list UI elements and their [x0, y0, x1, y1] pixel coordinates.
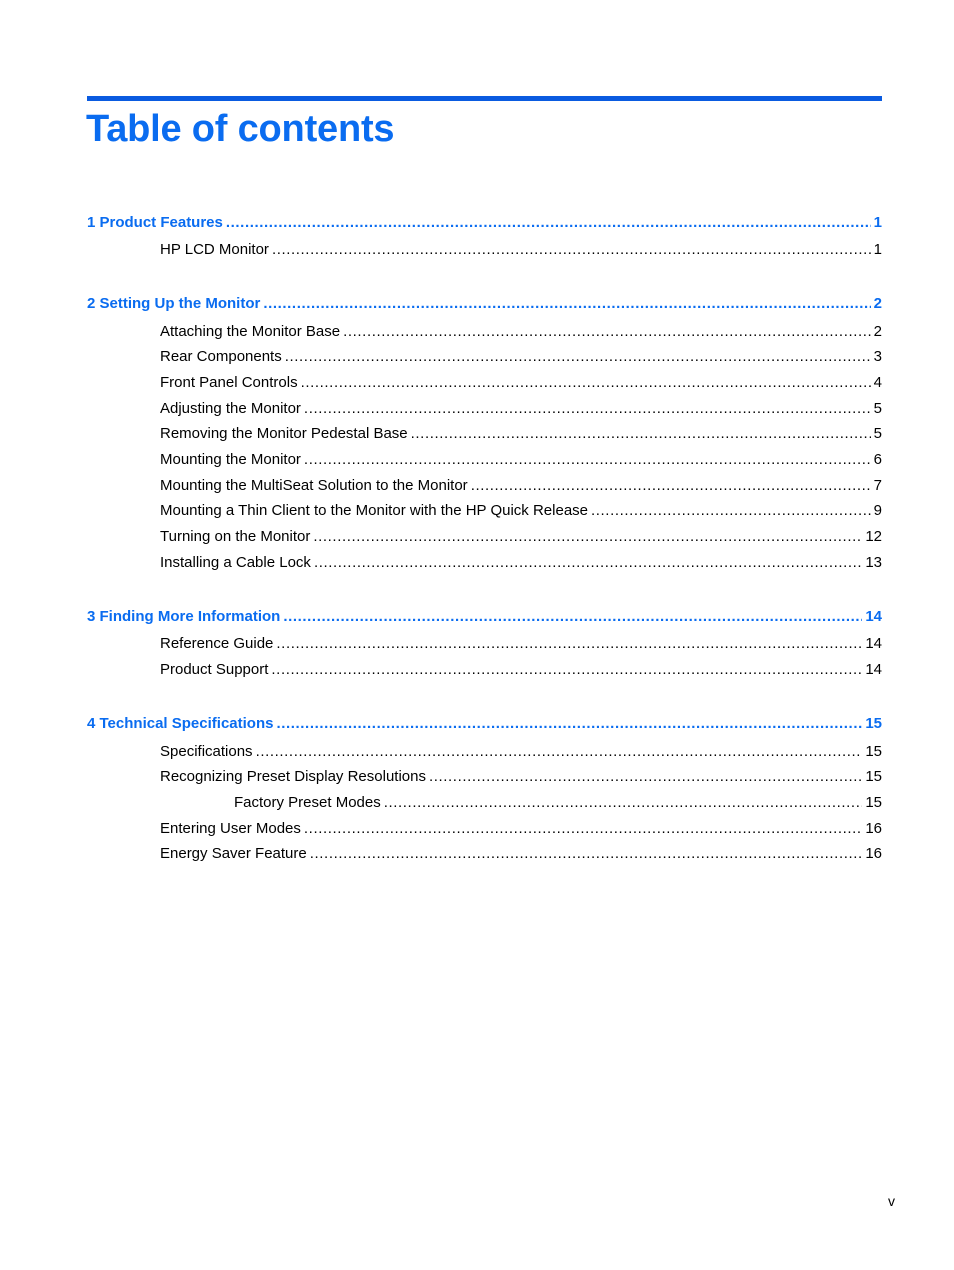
toc-section-entry[interactable] [160, 348, 882, 366]
toc-entry-page-number: 16 [865, 820, 882, 837]
toc-entry-label: 4 Technical Specifications [87, 715, 274, 732]
toc-section-entry[interactable] [160, 502, 882, 520]
page-title: Table of contents [86, 108, 395, 150]
dot-leader [276, 635, 862, 653]
toc-entry-page-number: 9 [873, 502, 882, 519]
toc-entry-label: Mounting the MultiSeat Solution to the Monitor [160, 477, 468, 494]
toc-section-entry[interactable] [160, 477, 882, 495]
dot-leader [263, 295, 870, 313]
toc-entry-page-number: 15 [865, 715, 882, 732]
toc-entry-label: Entering User Modes [160, 820, 301, 837]
dot-leader [313, 528, 862, 546]
dot-leader [304, 820, 862, 838]
toc-chapter-entry[interactable] [87, 214, 882, 232]
toc-entry-page-number: 2 [873, 295, 882, 312]
toc-entry-page-number: 2 [873, 323, 882, 340]
toc-section-entry[interactable] [160, 400, 882, 418]
dot-leader [285, 348, 871, 366]
dot-leader [276, 715, 862, 733]
dot-leader [343, 323, 871, 341]
toc-section-entry[interactable] [160, 768, 882, 786]
dot-leader [471, 477, 871, 495]
toc-entry-label: Recognizing Preset Display Resolutions [160, 768, 426, 785]
toc-entry-label: Energy Saver Feature [160, 845, 307, 862]
dot-leader [429, 768, 862, 786]
dot-leader [310, 845, 863, 863]
dot-leader [301, 374, 871, 392]
dot-leader [314, 554, 862, 572]
toc-section-entry[interactable] [160, 374, 882, 392]
dot-leader [304, 400, 871, 418]
toc-entry-label: Installing a Cable Lock [160, 554, 311, 571]
dot-leader [591, 502, 871, 520]
toc-section-entry[interactable] [160, 635, 882, 653]
dot-leader [271, 661, 862, 679]
toc-entry-label: 2 Setting Up the Monitor [87, 295, 261, 312]
toc-section-entry[interactable] [160, 451, 882, 469]
title-rule [87, 96, 882, 101]
toc-entry-label: Rear Components [160, 348, 282, 365]
toc-entry-label: 3 Finding More Information [87, 608, 281, 625]
toc-entry-label: Removing the Monitor Pedestal Base [160, 425, 408, 442]
dot-leader [283, 608, 862, 626]
toc-entry-page-number: 15 [865, 768, 882, 785]
toc-chapter-entry[interactable] [87, 295, 882, 313]
toc-entry-page-number: 13 [865, 554, 882, 571]
toc-entry-page-number: 4 [873, 374, 882, 391]
toc-entry-page-number: 15 [865, 743, 882, 760]
toc-section-entry[interactable] [160, 661, 882, 679]
toc-entry-label: Product Support [160, 661, 269, 678]
toc-section-entry[interactable] [234, 794, 882, 812]
toc-entry-page-number: 7 [873, 477, 882, 494]
toc-entry-page-number: 6 [873, 451, 882, 468]
toc-entry-page-number: 15 [865, 794, 882, 811]
toc-entry-label: Attaching the Monitor Base [160, 323, 341, 340]
toc-entry-page-number: 1 [873, 241, 882, 258]
toc-entry-label: Mounting the Monitor [160, 451, 301, 468]
dot-leader [226, 214, 871, 232]
toc-entry-label: Front Panel Controls [160, 374, 298, 391]
toc-entry-page-number: 5 [873, 400, 882, 417]
toc-entry-page-number: 1 [873, 214, 882, 231]
toc-entry-label: Turning on the Monitor [160, 528, 311, 545]
page-number-footer: v [888, 1193, 895, 1209]
toc-section-entry[interactable] [160, 528, 882, 546]
toc-entry-page-number: 16 [865, 845, 882, 862]
toc-entry-label: Reference Guide [160, 635, 274, 652]
toc-entry-page-number: 14 [865, 608, 882, 625]
toc-entry-page-number: 14 [865, 635, 882, 652]
dot-leader [411, 425, 871, 443]
toc-entry-page-number: 5 [873, 425, 882, 442]
dot-leader [384, 794, 863, 812]
toc-section-entry[interactable] [160, 845, 882, 863]
toc-entry-label: Factory Preset Modes [234, 794, 381, 811]
dot-leader [272, 241, 871, 259]
toc-entry-label: Mounting a Thin Client to the Monitor with the HP Quick Release [160, 502, 588, 519]
toc-section-entry[interactable] [160, 820, 882, 838]
toc-entry-page-number: 12 [865, 528, 882, 545]
toc-section-entry[interactable] [160, 743, 882, 761]
toc-chapter-entry[interactable] [87, 608, 882, 626]
toc-entry-label: Adjusting the Monitor [160, 400, 301, 417]
toc-entry-page-number: 14 [865, 661, 882, 678]
toc-entry-label: Specifications [160, 743, 253, 760]
toc-section-entry[interactable] [160, 554, 882, 572]
toc-chapter-entry[interactable] [87, 715, 882, 733]
toc-entry-page-number: 3 [873, 348, 882, 365]
dot-leader [304, 451, 871, 469]
toc-entry-label: 1 Product Features [87, 214, 223, 231]
dot-leader [256, 743, 863, 761]
toc-section-entry[interactable] [160, 425, 882, 443]
toc-entry-label: HP LCD Monitor [160, 241, 269, 258]
toc-section-entry[interactable] [160, 323, 882, 341]
toc-section-entry[interactable] [160, 241, 882, 259]
